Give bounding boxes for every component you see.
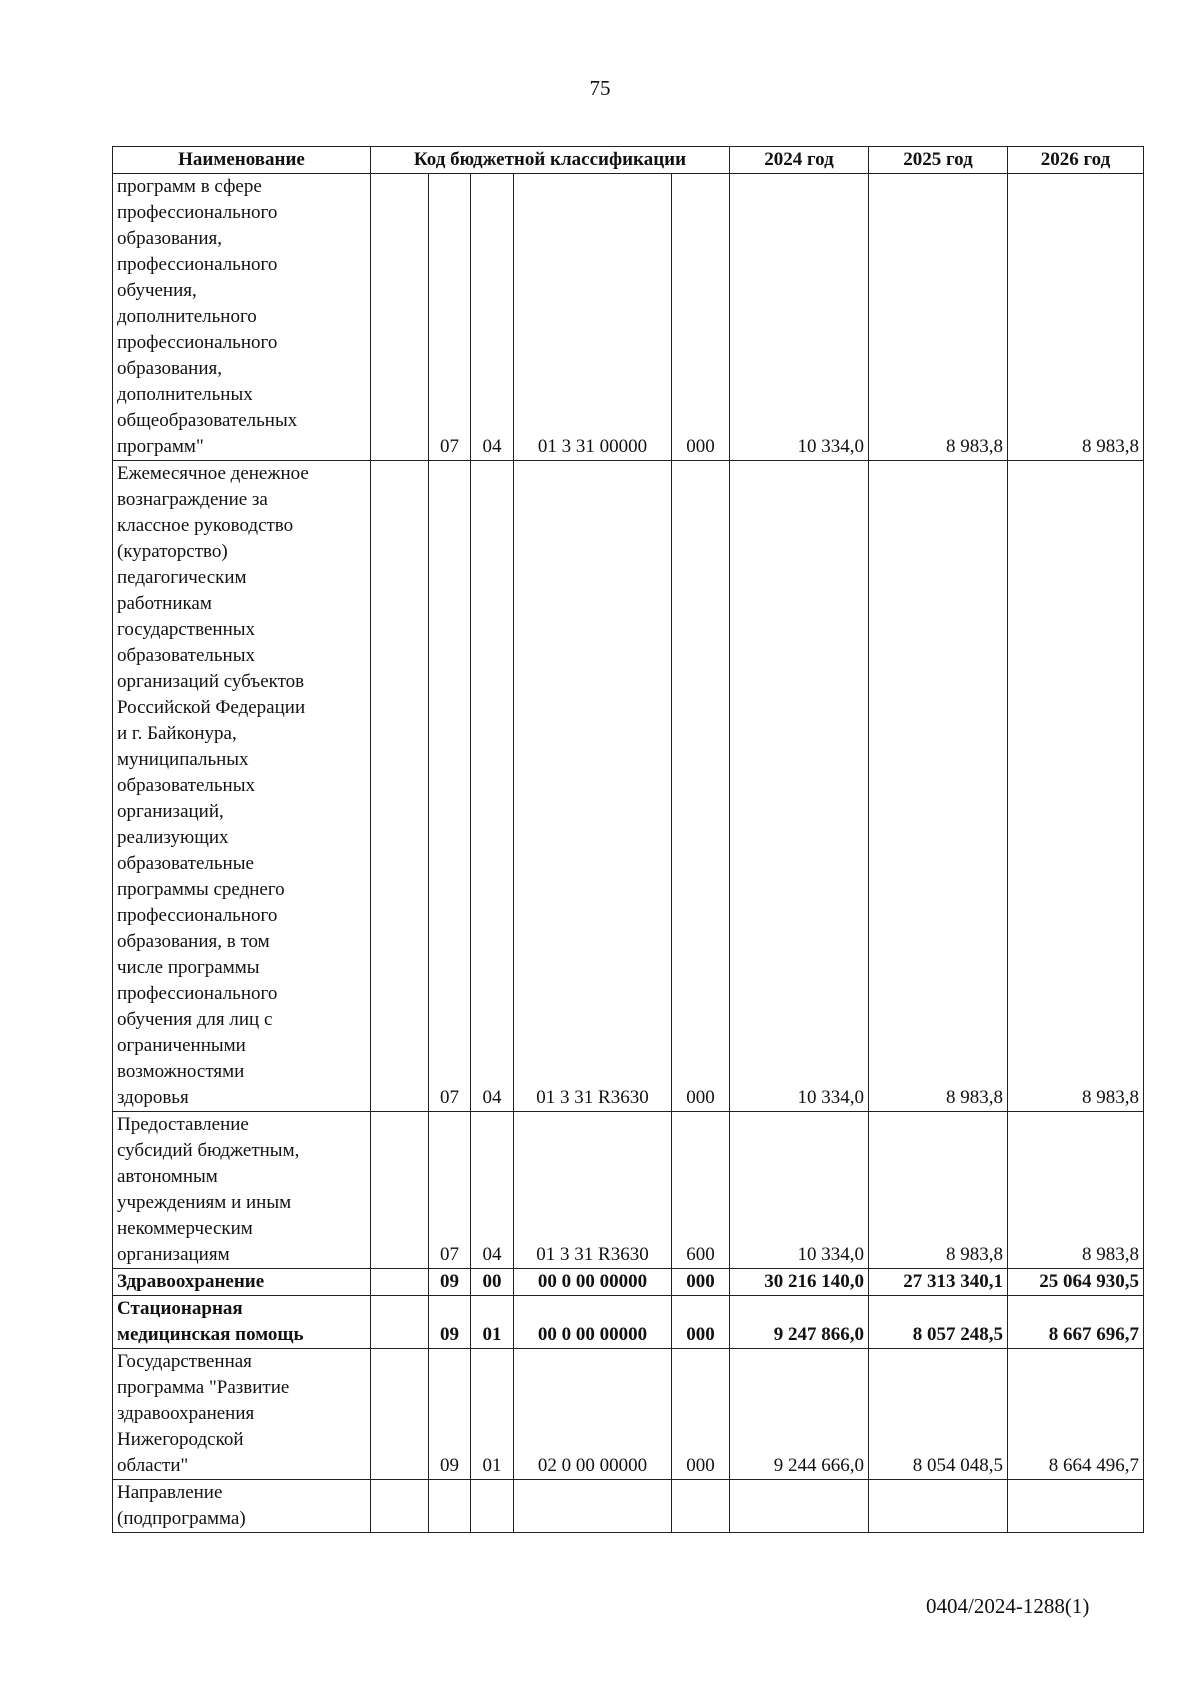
document-id: 0404/2024-1288(1) (926, 1594, 1090, 1618)
expense-type-code: 600 (672, 1112, 730, 1269)
table-header-row (113, 147, 1144, 174)
amount-2024: 30 216 140,0 (730, 1269, 869, 1296)
expense-type-code: 000 (672, 1269, 730, 1296)
expense-type-code (672, 1480, 730, 1533)
target-article-code: 01 3 31 00000 (514, 174, 672, 461)
section-code: 09 (429, 1349, 471, 1480)
ministry-code (371, 1480, 429, 1533)
section-code: 07 (429, 461, 471, 1112)
row-name: программ в сфере профессионального образования, профессионального обучения, дополнительного профессионального образования, дополнительных общеобразовательных программ" (113, 174, 371, 461)
row-name: Предоставление субсидий бюджетным, автономным учреждениям и иным некоммерческим организациям (113, 1112, 371, 1269)
subsection-code (471, 1480, 514, 1533)
table-body (113, 174, 1144, 1533)
ministry-code (371, 1269, 429, 1296)
amount-2024: 10 334,0 (730, 174, 869, 461)
amount-2025: 27 313 340,1 (869, 1269, 1008, 1296)
row-name: Ежемесячное денежное вознаграждение за классное руководство (кураторство) педагогическим работникам государственных образовательных организаций субъектов Российской Федерации и г. Байконура, муниципальных образовательных организаций, реализующих образовательные программы среднего профессионального образования, в том числе программы профессионального обучения для лиц с ограниченными возможностями здоровья (113, 461, 371, 1112)
table-row (113, 1480, 1144, 1533)
header-name: Наименование (113, 147, 371, 174)
ministry-code (371, 174, 429, 461)
section-code (429, 1480, 471, 1533)
header-2025: 2025 год (869, 147, 1008, 174)
subsection-code: 00 (471, 1269, 514, 1296)
table-row (113, 174, 1144, 461)
table-row (113, 1269, 1144, 1296)
target-article-code (514, 1480, 672, 1533)
subsection-code: 04 (471, 174, 514, 461)
ministry-code (371, 461, 429, 1112)
target-article-code: 01 3 31 R3630 (514, 1112, 672, 1269)
amount-2025: 8 057 248,5 (869, 1296, 1008, 1349)
expense-type-code: 000 (672, 1349, 730, 1480)
amount-2026: 8 983,8 (1008, 174, 1144, 461)
header-2024: 2024 год (730, 147, 869, 174)
table-row (113, 1112, 1144, 1269)
ministry-code (371, 1349, 429, 1480)
budget-table (112, 146, 1144, 1533)
amount-2026: 8 664 496,7 (1008, 1349, 1144, 1480)
section-code: 09 (429, 1269, 471, 1296)
expense-type-code: 000 (672, 1296, 730, 1349)
target-article-code: 00 0 00 00000 (514, 1296, 672, 1349)
amount-2024: 10 334,0 (730, 1112, 869, 1269)
row-name: Направление (подпрограмма) (113, 1480, 371, 1533)
amount-2024: 9 247 866,0 (730, 1296, 869, 1349)
header-code: Код бюджетной классификации (371, 147, 730, 174)
section-code: 07 (429, 174, 471, 461)
ministry-code (371, 1296, 429, 1349)
row-name: Здравоохранение (113, 1269, 371, 1296)
ministry-code (371, 1112, 429, 1269)
expense-type-code: 000 (672, 461, 730, 1112)
section-code: 09 (429, 1296, 471, 1349)
subsection-code: 01 (471, 1349, 514, 1480)
subsection-code: 04 (471, 461, 514, 1112)
amount-2026: 8 983,8 (1008, 1112, 1144, 1269)
amount-2024: 9 244 666,0 (730, 1349, 869, 1480)
amount-2025: 8 983,8 (869, 461, 1008, 1112)
table-row (113, 461, 1144, 1112)
amount-2025: 8 983,8 (869, 174, 1008, 461)
amount-2026: 8 983,8 (1008, 461, 1144, 1112)
amount-2025: 8 983,8 (869, 1112, 1008, 1269)
subsection-code: 01 (471, 1296, 514, 1349)
target-article-code: 00 0 00 00000 (514, 1269, 672, 1296)
amount-2024: 10 334,0 (730, 461, 869, 1112)
amount-2025 (869, 1480, 1008, 1533)
row-name: Стационарная медицинская помощь (113, 1296, 371, 1349)
table-row (113, 1349, 1144, 1480)
target-article-code: 02 0 00 00000 (514, 1349, 672, 1480)
amount-2026: 8 667 696,7 (1008, 1296, 1144, 1349)
amount-2026: 25 064 930,5 (1008, 1269, 1144, 1296)
amount-2026 (1008, 1480, 1144, 1533)
target-article-code: 01 3 31 R3630 (514, 461, 672, 1112)
section-code: 07 (429, 1112, 471, 1269)
row-name: Государственная программа "Развитие здравоохранения Нижегородской области" (113, 1349, 371, 1480)
header-2026: 2026 год (1008, 147, 1144, 174)
expense-type-code: 000 (672, 174, 730, 461)
table-row (113, 1296, 1144, 1349)
page-number: 75 (589, 76, 611, 100)
amount-2025: 8 054 048,5 (869, 1349, 1008, 1480)
amount-2024 (730, 1480, 869, 1533)
subsection-code: 04 (471, 1112, 514, 1269)
